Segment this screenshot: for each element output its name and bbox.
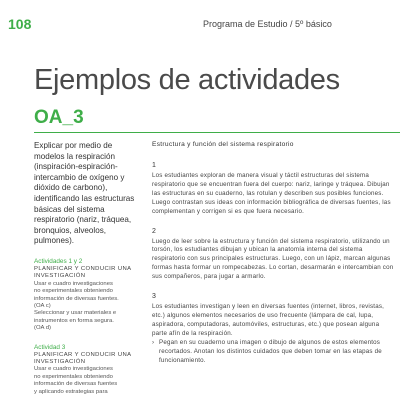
activity-number: 1 [152, 162, 156, 169]
oa-code: OA_3 [34, 107, 84, 128]
activity-text: Los estudiantes investigan y leen en diversas fuentes (internet, libros, revistas, etc.) algunos elementos necesarios de uso frecuente (lámpara de cal, lupa, aspiradora, computadoras, automóviles, estructuras, etc.) que posean alguna parte afín de la respiración. [152, 303, 385, 337]
activity-number: 2 [152, 227, 156, 235]
sidebar-activity-item: Usar e cuadro investigaciones [34, 280, 113, 287]
oa-divider [34, 132, 400, 133]
sidebar-activity-item: información de diversas fuentes [34, 381, 118, 388]
sidebar-activity-title: Actividad 3 [34, 343, 66, 351]
sidebar-activity-block [34, 343, 140, 396]
activity-text: Luego de leer sobre la estructura y función del sistema respiratorio, utilizando un torsón, los estudiantes dibujan y ubican la anatomía interna del sistema respiratorio con sus principales estructuras. Luego, con un lápiz, marcan algunas formas hasta formar un rompecabezas. Lo cortan, desarmarán e intercambian con sus compañeros, para jugar a armarlo. [152, 237, 394, 281]
activity-number: 3 [152, 293, 156, 301]
sidebar-activity-item: (OA c) [34, 302, 51, 309]
section-heading: Estructura y función del sistema respiratorio [152, 141, 294, 148]
program-title: Programa de Estudio / 5º básico [203, 19, 332, 29]
sidebar-activity-block [34, 257, 140, 333]
page-title: Ejemplos de actividades [34, 64, 340, 96]
activity-bullet [152, 339, 394, 366]
activity-bullet-text: Pegan en su cuaderno una imagen o dibujo de algunos de estos elementos recortados. Anotan los distintos cuidados que deben tomar en las etapas de funcionamiento. [159, 338, 382, 364]
sidebar-activity-item: y aplicando estrategias para [34, 388, 108, 395]
sidebar-activity-item: no experimentales obteniendo [34, 373, 113, 380]
activities-column [152, 140, 394, 365]
sidebar-activity-skill: INVESTIGACIÓN [34, 359, 86, 365]
page-number: 108 [8, 16, 32, 32]
sidebar-activity-item: instrumentos en forma segura. [34, 317, 114, 324]
learning-objective-column [34, 141, 140, 396]
sidebar-activity-skill: INVESTIGACIÓN [34, 273, 86, 280]
sidebar-activity-item: Seleccionar y usar materiales e [34, 310, 117, 317]
sidebar-activity-item: Usar e cuadro investigaciones [34, 366, 113, 373]
sidebar-activity-skill: PLANIFICAR Y CONDUCIR UNA [34, 265, 132, 272]
sidebar-activity-item: (OA d) [34, 325, 52, 332]
oa-description: Explicar por medio de modelos la respiración (inspiración-espiración-intercambio de oxígeno y dióxido de carbono), identificando las estructuras básicas del sistema respiratorio (nariz, tráquea, bronquios, alveolos, pulmones). [34, 141, 135, 246]
activity-text: Los estudiantes exploran de manera visual y táctil estructuras del sistema respiratorio que se encuentran fuera del cuerpo: nariz, laringe y tráquea. Dibujan las estructuras en su cuaderno, las rotulan y describen sus posibles funciones. Luego contrastan sus ideas con información bibliográfica de diversas fuentes, las complementan y corrigen si es que fuera necesario. [152, 172, 391, 215]
sidebar-activity-item: información de diversas fuentes. [34, 295, 119, 302]
bullet-arrow-icon: › [152, 338, 155, 346]
sidebar-activity-skill: PLANIFICAR Y CONDUCIR UNA [34, 351, 132, 358]
sidebar-activity-item: no experimentales obteniendo [34, 288, 113, 295]
sidebar-activity-title: Actividades 1 y 2 [34, 257, 83, 265]
